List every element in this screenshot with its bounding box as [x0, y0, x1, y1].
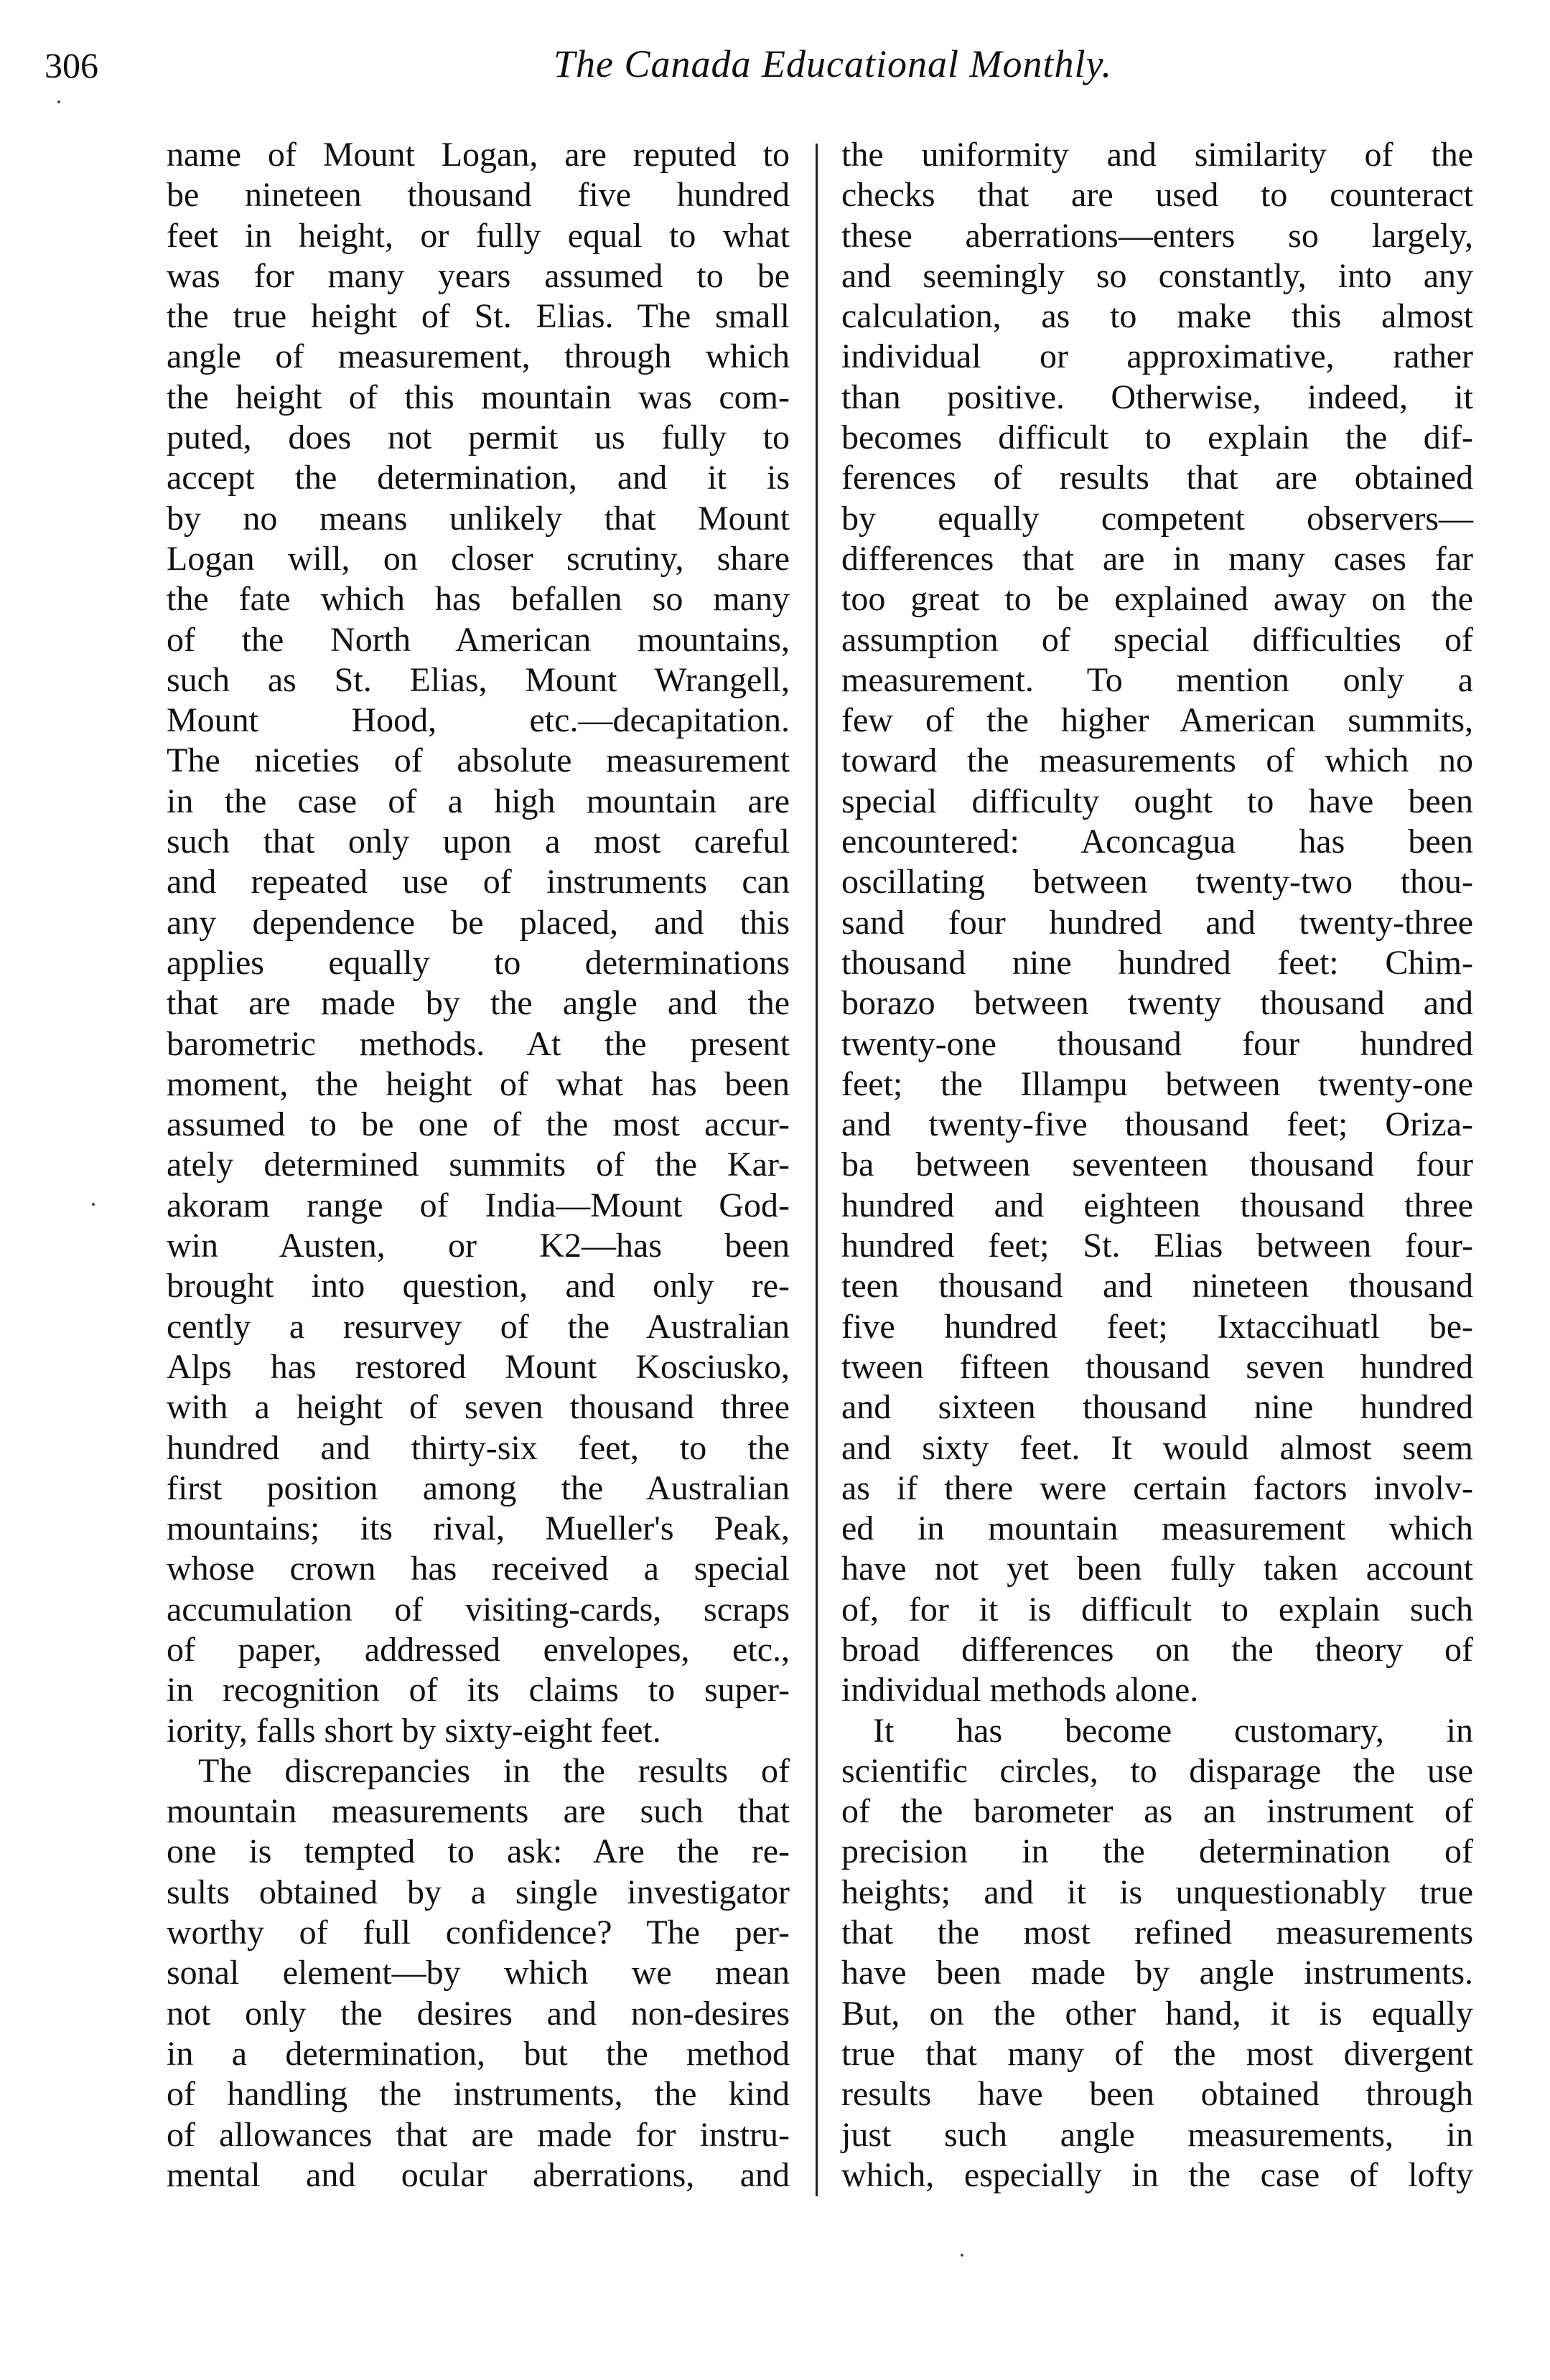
text-line: of handling the instruments, the kind: [167, 2075, 790, 2114]
text-line: heights; and it is unquestionably true: [841, 1873, 1473, 1911]
text-line: accumulation of visiting-cards, scraps: [167, 1590, 790, 1629]
text-line: of, for it is difficult to explain such: [841, 1590, 1473, 1629]
text-line: of allowances that are made for instru-: [167, 2115, 790, 2154]
text-line: any dependence be placed, and this: [167, 903, 790, 942]
text-line: brought into question, and only re-: [167, 1267, 790, 1306]
text-line: worthy of full confidence? The per-: [167, 1913, 790, 1952]
text-line: oscillating between twenty-two thou-: [841, 863, 1473, 901]
text-line: name of Mount Logan, are reputed to: [167, 136, 790, 174]
text-line: hundred feet; St. Elias between four-: [841, 1227, 1473, 1265]
text-line: tween fifteen thousand seven hundred: [841, 1347, 1473, 1386]
text-line: It has become customary, in: [873, 1711, 1473, 1750]
text-line: whose crown has received a special: [167, 1550, 790, 1588]
text-line: precision in the determination of: [841, 1832, 1473, 1871]
text-line: calculation, as to make this almost: [841, 297, 1473, 336]
text-line: not only the desires and non-desires: [167, 1994, 790, 2033]
text-line: too great to be explained away on the: [841, 580, 1473, 619]
text-line: borazo between twenty thousand and: [841, 984, 1473, 1023]
text-line: and repeated use of instruments can: [167, 863, 790, 901]
text-line: the true height of St. Elias. The small: [167, 297, 790, 336]
text-line: five hundred feet; Ixtaccihuatl be-: [841, 1307, 1473, 1346]
text-line: akoram range of India—Mount God-: [167, 1186, 790, 1224]
text-line: measurement. To mention only a: [841, 660, 1473, 699]
text-line: becomes difficult to explain the dif-: [841, 418, 1473, 457]
text-line: by equally competent observers—: [841, 499, 1473, 538]
text-line: such as St. Elias, Mount Wrangell,: [167, 660, 790, 699]
text-line: The discrepancies in the results of: [198, 1751, 790, 1790]
text-line: toward the measurements of which no: [841, 741, 1473, 780]
text-line: accept the determination, and it is: [167, 459, 790, 497]
text-line: and sixty feet. It would almost seem: [841, 1428, 1473, 1467]
column-divider: [816, 144, 818, 2196]
text-line: sand four hundred and twenty-three: [841, 903, 1473, 942]
text-line: mountains; its rival, Mueller's Peak,: [167, 1509, 790, 1548]
text-line: the fate which has befallen so many: [167, 580, 790, 619]
page-number: 306: [45, 45, 98, 85]
scan-speck: [57, 100, 60, 103]
text-line: in the case of a high mountain are: [167, 782, 790, 820]
text-line: hundred and eighteen thousand three: [841, 1186, 1473, 1224]
scan-speck: [92, 1203, 95, 1206]
text-line: as if there were certain factors involv-: [841, 1468, 1473, 1507]
text-line: that the most refined measurements: [841, 1913, 1473, 1952]
text-line: by no means unlikely that Mount: [167, 499, 790, 538]
text-line: moment, the height of what has been: [167, 1064, 790, 1103]
text-line: of the barometer as an instrument of: [841, 1792, 1473, 1831]
text-line: ferences of results that are obtained: [841, 459, 1473, 497]
text-line: special difficulty ought to have been: [841, 782, 1473, 820]
text-line: barometric methods. At the present: [167, 1024, 790, 1063]
text-line: few of the higher American summits,: [841, 701, 1473, 740]
text-line: these aberrations—enters so largely,: [841, 216, 1473, 255]
text-line: in a determination, but the method: [167, 2034, 790, 2073]
text-line: checks that are used to counteract: [841, 176, 1473, 215]
text-line: with a height of seven thousand three: [167, 1388, 790, 1427]
text-line: individual methods alone.: [841, 1671, 1199, 1710]
text-line: cently a resurvey of the Australian: [167, 1307, 790, 1346]
text-line: puted, does not permit us fully to: [167, 418, 790, 457]
text-line: was for many years assumed to be: [167, 256, 790, 295]
text-line: The niceties of absolute measurement: [167, 741, 790, 780]
text-line: mental and ocular aberrations, and: [167, 2155, 790, 2194]
text-line: win Austen, or K2—has been: [167, 1227, 790, 1265]
text-line: sonal element—by which we mean: [167, 1954, 790, 1992]
text-line: assumption of special difficulties of: [841, 620, 1473, 659]
text-line: scientific circles, to disparage the use: [841, 1751, 1473, 1790]
scan-speck: [961, 2254, 963, 2257]
text-line: in recognition of its claims to super-: [167, 1671, 790, 1710]
text-line: the uniformity and similarity of the: [841, 136, 1473, 174]
text-line: that are made by the angle and the: [167, 984, 790, 1023]
text-line: feet; the Illampu between twenty-one: [841, 1064, 1473, 1103]
text-line: hundred and thirty-six feet, to the: [167, 1428, 790, 1467]
text-line: and twenty-five thousand feet; Oriza-: [841, 1105, 1473, 1144]
text-line: mountain measurements are such that: [167, 1792, 790, 1831]
text-line: just such angle measurements, in: [841, 2115, 1473, 2154]
text-line: individual or approximative, rather: [841, 337, 1473, 376]
text-line: thousand nine hundred feet: Chim-: [841, 943, 1473, 982]
text-line: ed in mountain measurement which: [841, 1509, 1473, 1548]
text-line: assumed to be one of the most accur-: [167, 1105, 790, 1144]
text-line: have not yet been fully taken account: [841, 1550, 1473, 1588]
text-line: Alps has restored Mount Kosciusko,: [167, 1347, 790, 1386]
text-line: ately determined summits of the Kar-: [167, 1146, 790, 1184]
text-line: twenty-one thousand four hundred: [841, 1024, 1473, 1063]
text-line: the height of this mountain was com-: [167, 378, 790, 416]
text-line: differences that are in many cases far: [841, 539, 1473, 578]
text-line: feet in height, or fully equal to what: [167, 216, 790, 255]
text-line: results have been obtained through: [841, 2075, 1473, 2114]
text-line: broad differences on the theory of: [841, 1630, 1473, 1669]
text-line: sults obtained by a single investigator: [167, 1873, 790, 1911]
text-line: be nineteen thousand five hundred: [167, 176, 790, 215]
text-line: which, especially in the case of lofty: [841, 2155, 1473, 2194]
text-line: Logan will, on closer scrutiny, share: [167, 539, 790, 578]
text-line: iority, falls short by sixty-eight feet.: [167, 1711, 661, 1750]
text-line: encountered: Aconcagua has been: [841, 823, 1473, 861]
text-line: teen thousand and nineteen thousand: [841, 1267, 1473, 1306]
text-line: such that only upon a most careful: [167, 823, 790, 861]
text-line: and seemingly so constantly, into any: [841, 256, 1473, 295]
text-line: angle of measurement, through which: [167, 337, 790, 376]
text-line: of the North American mountains,: [167, 620, 790, 659]
text-line: Mount Hood, etc.—decapitation.: [167, 701, 790, 740]
text-line: ba between seventeen thousand four: [841, 1146, 1473, 1184]
text-line: But, on the other hand, it is equally: [841, 1994, 1473, 2033]
text-line: one is tempted to ask: Are the re-: [167, 1832, 790, 1871]
text-line: applies equally to determinations: [167, 943, 790, 982]
text-line: first position among the Australian: [167, 1468, 790, 1507]
running-title: The Canada Educational Monthly.: [554, 42, 1112, 85]
right-column: [841, 135, 1473, 2196]
text-line: than positive. Otherwise, indeed, it: [841, 378, 1473, 416]
text-line: of paper, addressed envelopes, etc.,: [167, 1630, 790, 1669]
text-line: have been made by angle instruments.: [841, 1954, 1473, 1992]
text-line: and sixteen thousand nine hundred: [841, 1388, 1473, 1427]
left-column: [167, 135, 790, 2196]
text-line: true that many of the most divergent: [841, 2034, 1473, 2073]
